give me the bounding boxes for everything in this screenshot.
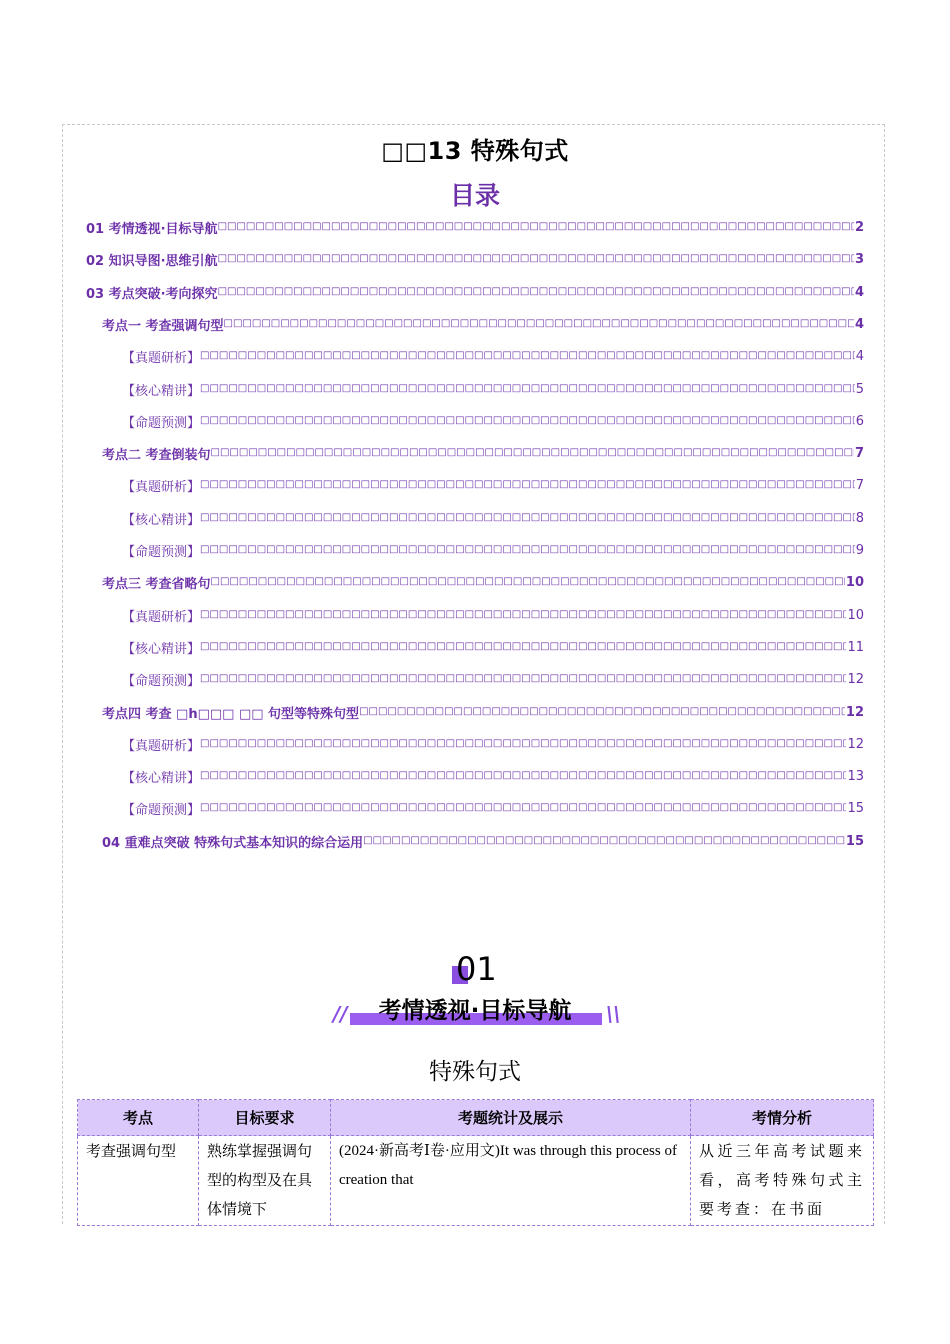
toc-heading: 目录: [449, 181, 500, 210]
toc-entry[interactable]: [122, 379, 864, 399]
toc-leader-dots: [359, 703, 845, 721]
toc-entry[interactable]: [122, 540, 864, 560]
toc-entry-page: 4: [855, 348, 864, 364]
toc-entry-label: 【核心精讲】: [122, 512, 201, 528]
toc-entry-label: 【核心精讲】: [122, 383, 201, 399]
toc-entry[interactable]: [102, 443, 864, 463]
toc-entry-page: 15: [845, 833, 864, 849]
toc-entry-label: 03 考点突破·考向探究: [86, 286, 218, 302]
toc-entry-page: 4: [854, 316, 864, 332]
toc-entry-label: 【真题研析】: [122, 609, 201, 625]
toc-entry-page: 12: [847, 671, 864, 687]
toc-entry-label: 【命题预测】: [122, 673, 201, 689]
toc-entry[interactable]: [86, 282, 864, 302]
toc-entry-label: 考点三 考查省略句: [102, 576, 211, 592]
exam-analysis-table: [77, 1099, 874, 1226]
cell-topic: 考查强调句型: [78, 1136, 199, 1226]
toc-entry-page: 15: [847, 800, 864, 816]
toc-entry-page: 7: [854, 445, 864, 461]
header-goal: 目标要求: [199, 1100, 331, 1136]
cell-analysis: 从近三年高考试题来看，高考特殊句式主要考查：在书面: [691, 1136, 874, 1226]
toc-leader-dots: [200, 347, 855, 365]
toc-entry-label: 【核心精讲】: [122, 770, 201, 786]
header-analysis: 考情分析: [691, 1100, 874, 1136]
toc-entry[interactable]: [122, 798, 864, 818]
toc-entry[interactable]: [122, 346, 864, 366]
toc-entry-page: 11: [847, 639, 864, 655]
toc-entry-page: 12: [847, 736, 864, 752]
toc-leader-dots: [200, 767, 846, 785]
toc-entry[interactable]: [122, 766, 864, 786]
document-title: □□13 特殊句式: [381, 137, 569, 165]
toc-entry-label: 02 知识导图·思维引航: [86, 253, 218, 269]
toc-leader-dots: [200, 638, 846, 656]
toc-leader-dots: [200, 606, 846, 624]
toc-entry-label: 01 考情透视·目标导航: [86, 221, 218, 237]
header-examples: 考题统计及展示: [331, 1100, 691, 1136]
toc-entry-page: 12: [845, 704, 864, 720]
table-row: [78, 1136, 874, 1226]
cell-goal: 熟练掌握强调句型的构型及在具体情境下: [199, 1136, 331, 1226]
toc-leader-dots: [218, 250, 854, 268]
toc-entry-label: 【命题预测】: [122, 802, 201, 818]
toc-entry[interactable]: [122, 411, 864, 431]
toc-entry-label: 考点四 考查 □h□□□ □□ 句型等特殊句型: [102, 706, 360, 722]
toc-entry-label: 考点一 考查强调句型: [102, 318, 224, 334]
section-title: 考情透视·目标导航: [378, 998, 572, 1024]
toc-entry-page: 13: [847, 768, 864, 784]
toc-entry-label: 【命题预测】: [122, 544, 201, 560]
toc-entry[interactable]: [122, 669, 864, 689]
slash-decoration-right: \\: [606, 1002, 621, 1026]
toc-leader-dots: [200, 670, 846, 688]
toc-leader-dots: [218, 283, 854, 301]
slash-decoration-left: //: [333, 1002, 348, 1026]
toc-entry[interactable]: [102, 572, 864, 592]
toc-entry[interactable]: [102, 831, 864, 851]
toc-entry-label: 考点二 考查倒装句: [102, 447, 211, 463]
toc-entry[interactable]: [102, 314, 864, 334]
toc-leader-dots: [211, 573, 845, 591]
toc-leader-dots: [200, 412, 855, 430]
toc-entry[interactable]: [122, 475, 864, 495]
section-subtitle: 特殊句式: [429, 1059, 521, 1085]
toc-entry[interactable]: [122, 734, 864, 754]
toc-entry-page: 10: [847, 607, 864, 623]
cell-example: (2024·新高考Ⅰ卷·应用文)It was through this process of creation that: [331, 1136, 691, 1226]
toc-entry-page: 4: [854, 284, 864, 300]
toc-entry-page: 2: [854, 219, 864, 235]
toc-entry[interactable]: [86, 249, 864, 269]
toc-leader-dots: [363, 832, 845, 850]
toc-entry-page: 3: [854, 251, 864, 267]
toc-leader-dots: [200, 735, 846, 753]
toc-entry[interactable]: [122, 637, 864, 657]
header-topic: 考点: [78, 1100, 199, 1136]
toc-entry-label: 【真题研析】: [122, 738, 201, 754]
toc-entry-page: 10: [845, 574, 864, 590]
section-number: 01: [456, 950, 497, 988]
toc-entry[interactable]: [86, 217, 864, 237]
toc-entry[interactable]: [102, 702, 864, 722]
toc-entry-page: 8: [855, 510, 864, 526]
toc-leader-dots: [200, 799, 846, 817]
table-header-row: [78, 1100, 874, 1136]
toc-leader-dots: [224, 315, 854, 333]
toc-leader-dots: [218, 218, 854, 236]
toc-entry-label: 【真题研析】: [122, 350, 201, 366]
toc-entry[interactable]: [122, 605, 864, 625]
toc-entry-label: 【命题预测】: [122, 415, 201, 431]
toc-entry-page: 5: [855, 381, 864, 397]
toc-entry-label: 【核心精讲】: [122, 641, 201, 657]
toc-leader-dots: [211, 444, 854, 462]
toc-leader-dots: [200, 541, 855, 559]
toc-entry-page: 7: [855, 477, 864, 493]
toc-entry[interactable]: [122, 508, 864, 528]
toc-leader-dots: [200, 380, 855, 398]
toc-leader-dots: [200, 476, 855, 494]
toc-leader-dots: [200, 509, 855, 527]
toc-entry-page: 6: [855, 413, 864, 429]
toc-entry-label: 【真题研析】: [122, 479, 201, 495]
toc-entry-label: 04 重难点突破 特殊句式基本知识的综合运用: [102, 835, 364, 851]
toc-entry-page: 9: [855, 542, 864, 558]
